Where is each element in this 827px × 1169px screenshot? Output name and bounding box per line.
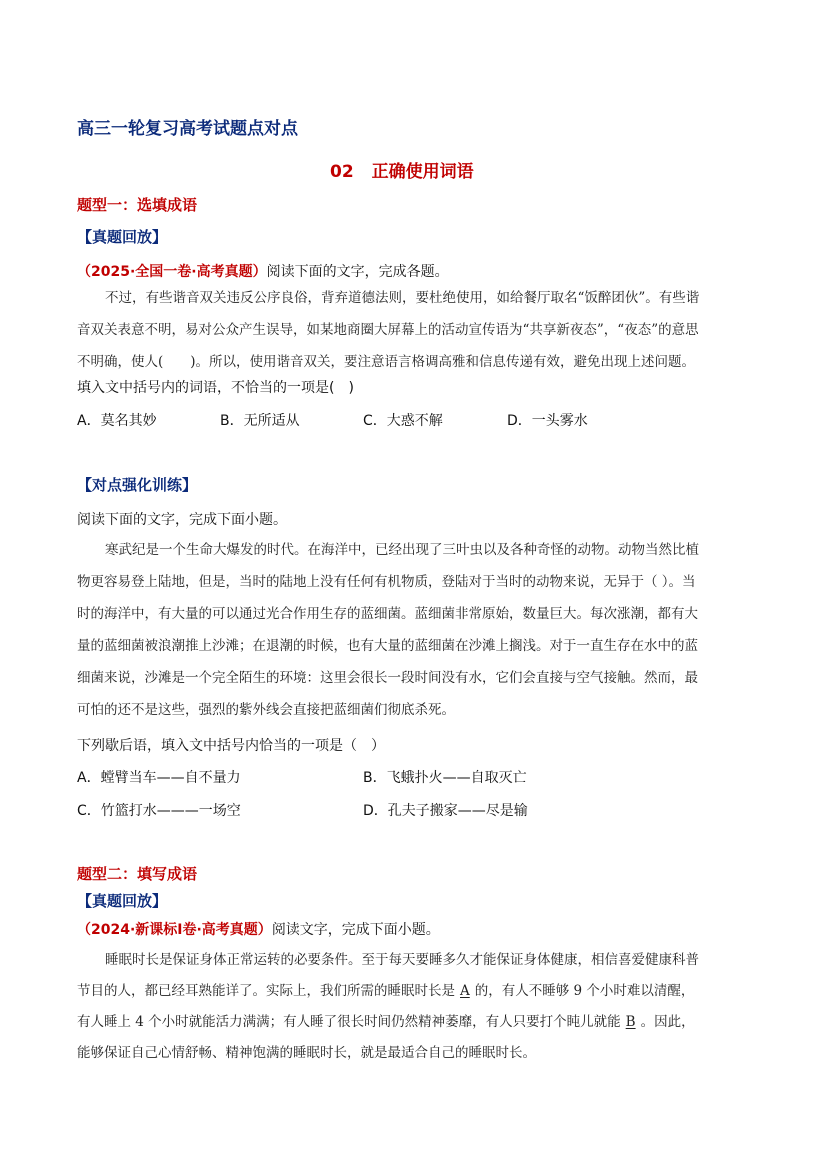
q2-passage-line: 物更容易登上陆地，但是，当时的陆地上没有任何有机物质，登陆对于当时的动物来说，无异于（ ）。当 <box>77 574 696 590</box>
q3-text: 的，有人不睡够 9 个小时难以清醒， <box>474 983 695 999</box>
q3-passage <box>77 945 752 1069</box>
doc-title-number: 02 <box>330 162 354 182</box>
q3-text: 节目的人，都已经耳熟能详了。实际上，我们所需的睡眠时长是 <box>77 983 455 999</box>
q3-source-line <box>77 919 440 939</box>
blank-a: A <box>460 983 470 999</box>
q3-source-tag: （2024·新课标Ⅰ卷·高考真题） <box>77 922 272 938</box>
q1-intro: 阅读下面的文字，完成各题。 <box>266 264 449 280</box>
q3-passage-line: 睡眠时长是保证身体正常运转的必要条件。至于每天要睡多久才能保证身体健康，相信喜爱健康科普 <box>105 952 699 968</box>
section-heading-type1: 题型一：选填成语 <box>77 196 198 214</box>
section-heading-type2: 题型二：填写成语 <box>77 865 198 883</box>
doc-title-text: 正确使用词语 <box>371 162 474 182</box>
q2-option-d: D．孔夫子搬家——尽是输 <box>363 803 528 819</box>
q1-option-c: C．大惑不解 <box>363 413 443 429</box>
q2-passage-line: 量的蓝细菌被浪潮推上沙滩；在退潮的时候，也有大量的蓝细菌在沙滩上搁浅。对于一直生存在水中的蓝 <box>77 638 698 654</box>
q1-source-tag: （2025·全国一卷·高考真题） <box>77 264 267 280</box>
q3-text: 有人睡上 4 个小时就能活力满满；有人睡了很长时间仍然精神萎靡，有人只要打个盹儿就能 <box>77 1014 621 1030</box>
real-exam-label: 【真题回放】 <box>77 228 168 246</box>
q1-passage-line: 音双关表意不明，易对公众产生误导，如某地商圈大屏幕上的活动宣传语为“共享新夜态”，“夜态”的意思 <box>77 322 699 338</box>
q1-passage <box>77 282 752 378</box>
q2-passage-line: 寒武纪是一个生命大爆发的时代。在海洋中，已经出现了三叶虫以及各种奇怪的动物。动物当然比植 <box>105 542 699 558</box>
q3-passage-line <box>77 976 752 1007</box>
q2-question: 下列歇后语，填入文中括号内恰当的一项是（ ） <box>77 738 385 754</box>
q1-passage-line: 不明确，使人( )。所以，使用谐音双关，要注意语言格调高雅和信息传递有效，避免出现上述问题。 <box>77 354 696 370</box>
real-exam-label-2: 【真题回放】 <box>77 892 168 910</box>
series-title: 高三一轮复习高考试题点对点 <box>77 119 298 139</box>
q1-option-d: D．一头雾水 <box>507 413 588 429</box>
q2-passage-line: 可怕的还不是这些，强烈的紫外线会直接把蓝细菌们彻底杀死。 <box>77 702 455 718</box>
q2-option-a: A．螳臂当车——自不量力 <box>77 770 241 786</box>
q3-passage-line <box>77 1007 752 1038</box>
blank-b: B <box>625 1014 636 1030</box>
q3-passage-line: 能够保证自己心情舒畅、精神饱满的睡眠时长，就是最适合自己的睡眠时长。 <box>77 1045 536 1061</box>
q1-option-a: A．莫名其妙 <box>77 413 157 429</box>
q3-intro: 阅读文字，完成下面小题。 <box>271 922 440 938</box>
q2-option-b: B．飞蛾扑火——自取灭亡 <box>363 770 527 786</box>
doc-title <box>330 157 474 182</box>
q2-passage-line: 时的海洋中，有大量的可以通过光合作用生存的蓝细菌。蓝细菌非常原始，数量巨大。每次涨潮，都有大 <box>77 606 698 622</box>
q2-option-c: C．竹篮打水———一场空 <box>77 803 241 819</box>
q1-question: 填入文中括号内的词语，不恰当的一项是( ) <box>77 380 354 396</box>
q2-intro: 阅读下面的文字，完成下面小题。 <box>77 512 287 528</box>
training-label: 【对点强化训练】 <box>77 476 198 494</box>
q1-passage-line: 不过，有些谐音双关违反公序良俗，背弃道德法则，要杜绝使用，如给餐厅取名“饭醉团伙”。有些谐 <box>105 290 700 306</box>
q1-source-line <box>77 261 449 281</box>
q2-passage <box>77 534 752 726</box>
q2-passage-line: 细菌来说，沙滩是一个完全陌生的环境：这里会很长一段时间没有水，它们会直接与空气接触。然而，最 <box>77 670 698 686</box>
q1-option-b: B．无所适从 <box>220 413 300 429</box>
q3-text: 。因此， <box>640 1014 695 1030</box>
